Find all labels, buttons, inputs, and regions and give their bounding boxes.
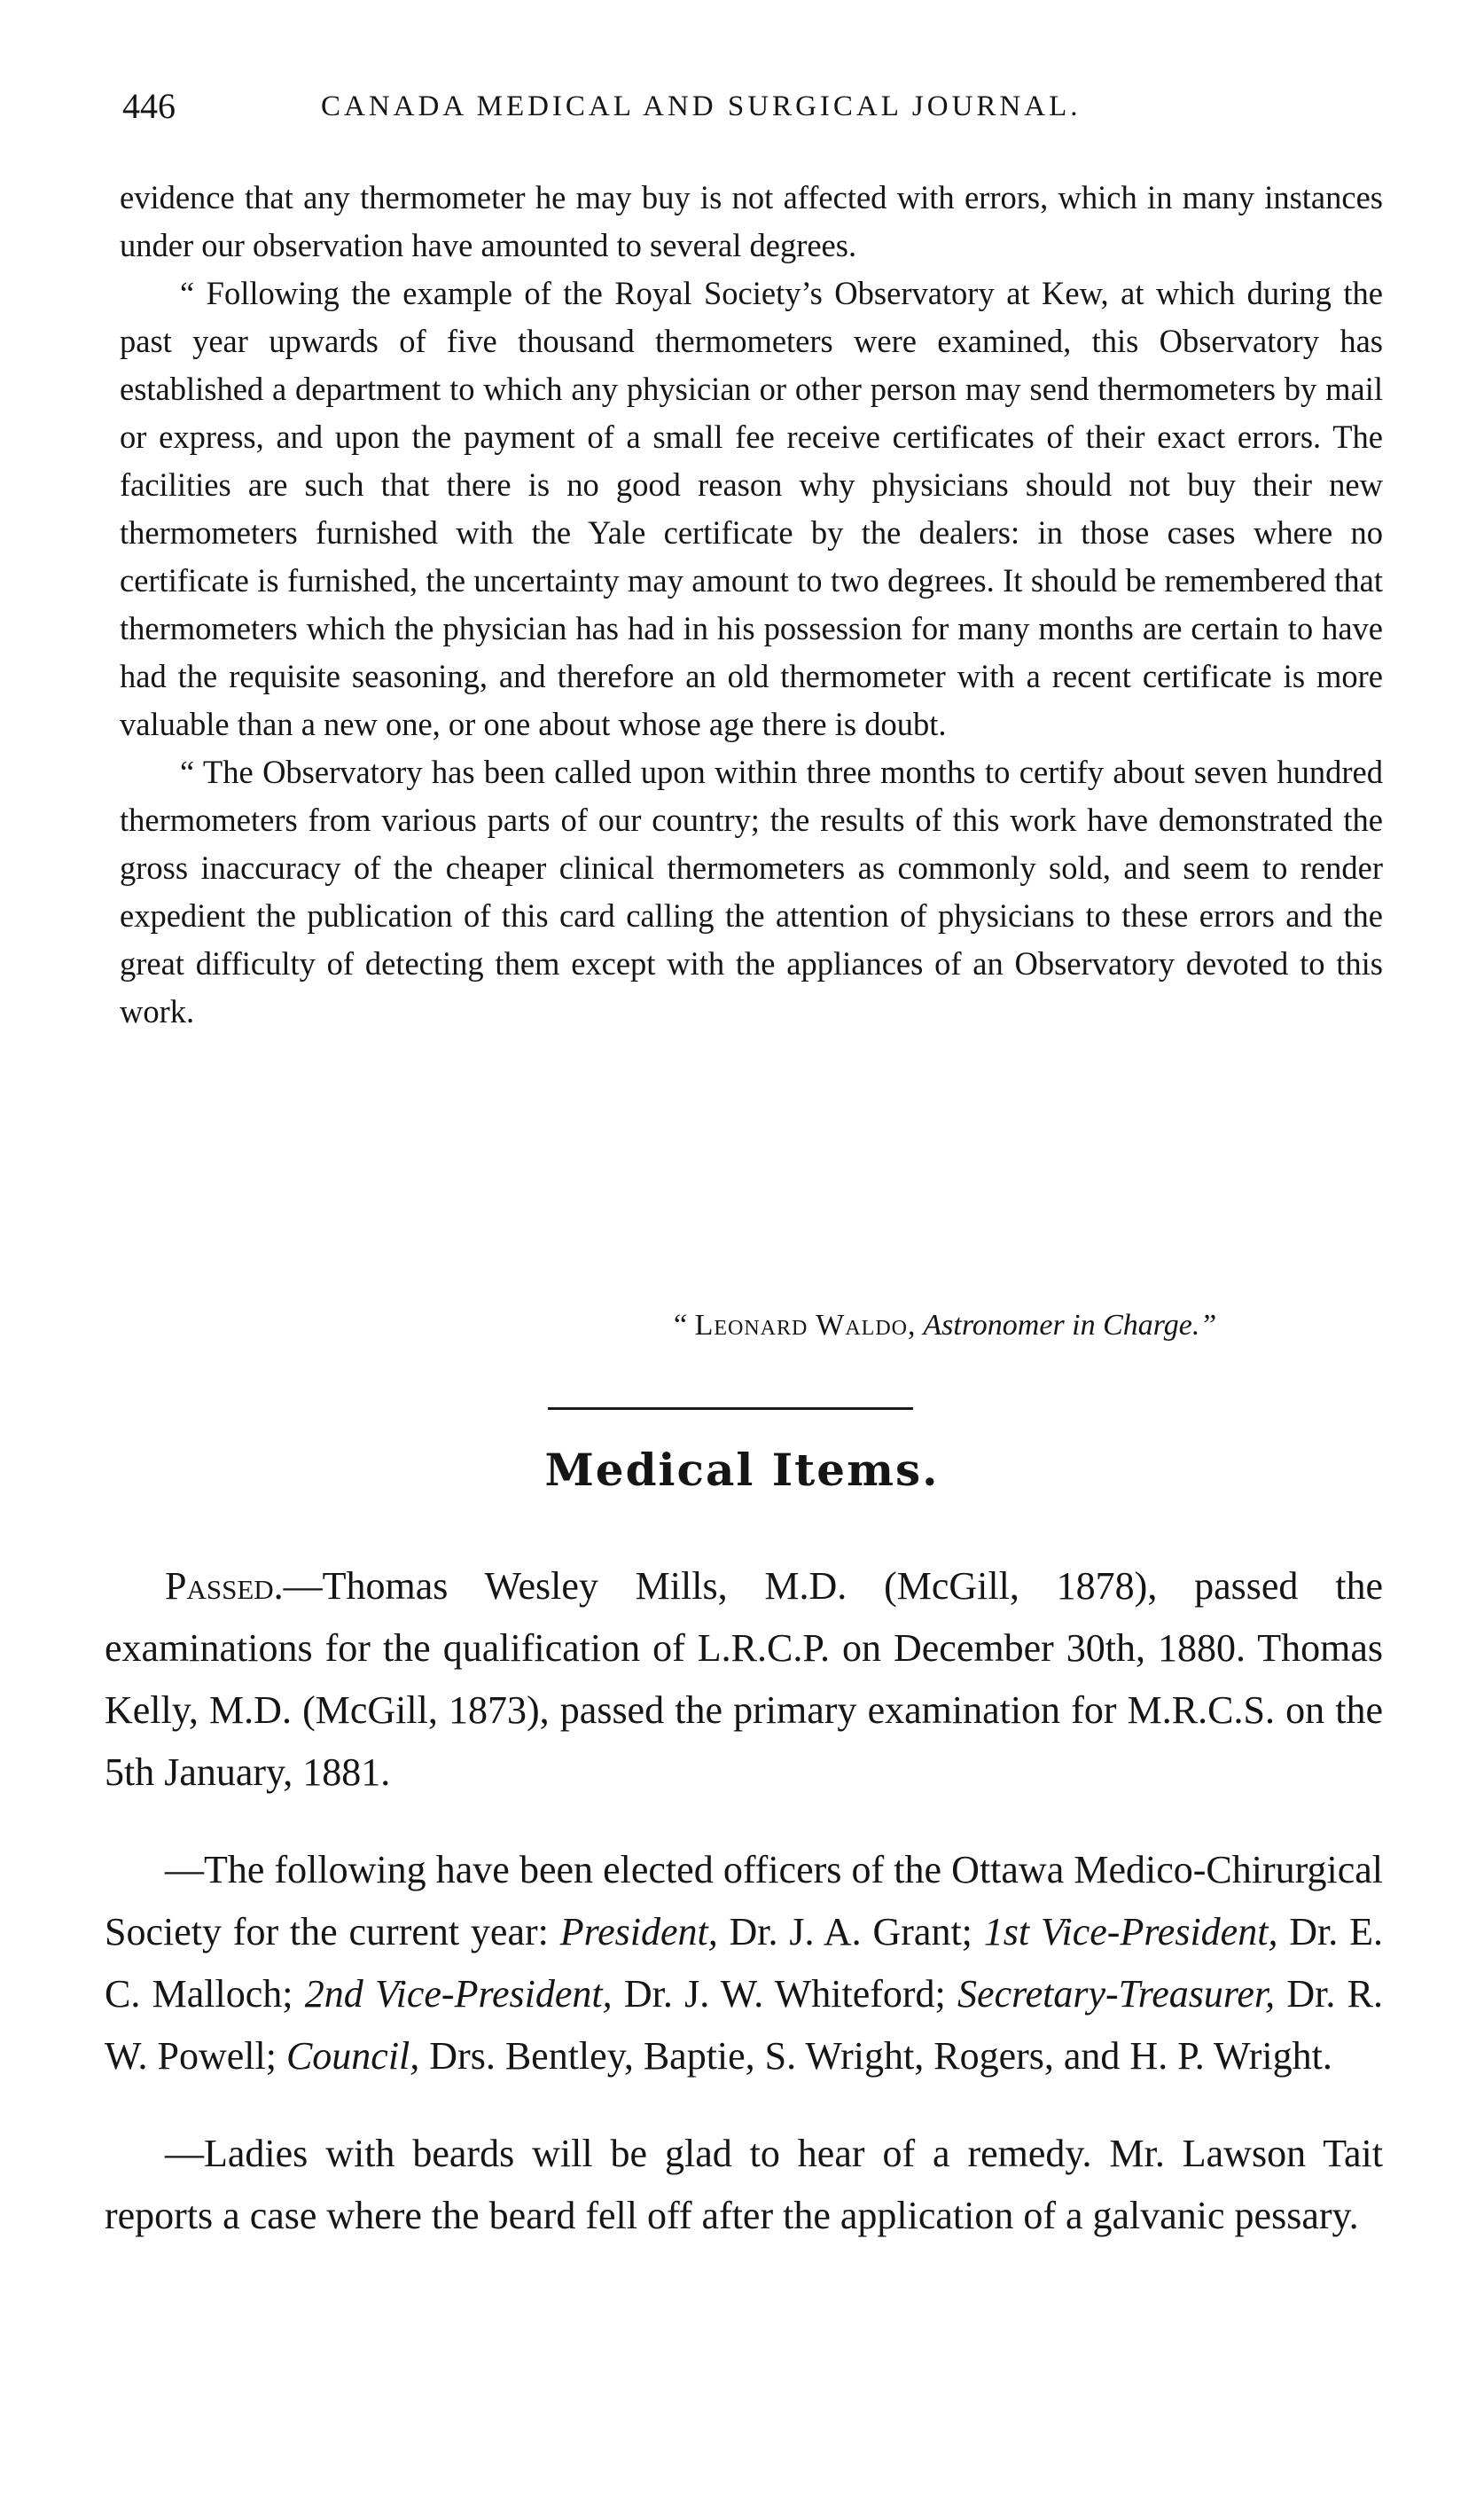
ottawa-council-label: Council, — [285, 2034, 420, 2078]
item-ottawa-officers — [105, 1839, 1383, 2087]
ottawa-text-3: Dr. E. C. Malloch; — [105, 1910, 1383, 2016]
letter-signature — [674, 1303, 1383, 1348]
quoted-letter — [120, 174, 1383, 1036]
section-divider — [548, 1407, 913, 1410]
item-passed — [105, 1555, 1383, 1804]
ottawa-vp1-label: 1st Vice-President, — [983, 1910, 1278, 1953]
ottawa-text-2: Dr. J. A. Grant; — [717, 1910, 984, 1953]
letter-paragraph-3: “ The Observatory has been called upon within three months to certify about seven hundred thermometers from various parts of our country; the results of this work have demonstrated the gross inaccuracy of the cheaper clinical thermometers as commonly sold, and seem to render expedient the publication of this card calling the attention of physicians to these errors and the great difficulty of detecting them except with the appliances of an Observatory devoted to this work. — [120, 754, 1383, 1029]
item-passed-lead: Passed. — [165, 1564, 284, 1608]
signature-name: Leonard Waldo, — [694, 1309, 917, 1342]
signature-quote: “ — [674, 1309, 695, 1342]
page-header — [122, 85, 1381, 138]
item-ladies-beards: —Ladies with beards will be glad to hear of a remedy. Mr. Lawson Tait reports a case where the beard fell off after the application of a galvanic pessary. — [105, 2132, 1383, 2237]
letter-paragraph-1: evidence that any thermometer he may buy is not affected with errors, which in many instances under our observation have amounted to several degrees. — [120, 179, 1383, 263]
signature-role: Astronomer in Charge.” — [916, 1309, 1217, 1342]
ottawa-text-1: —The following have been elected officers of the Ottawa Medico-Chirurgical Society for the current year: — [105, 1848, 1383, 1953]
letter-paragraph-2: “ Following the example of the Royal Society’s Observatory at Kew, at which during the past year upwards of five thousand thermometers were examined, this Observatory has established a department to which any physician or other person may send thermometers by mail or express, and upon the payment of a small fee receive certificates of their exact errors. The facilities are such that there is no good reason why physicians should not buy their new thermometers furnished with the Yale certificate by the dealers: in those cases where no certificate is furnished, the uncertainty may amount to two degrees. It should be remembered that thermometers which the physician has had in his possession for many months are certain to have had the requisite seasoning, and therefore an old thermometer with a recent certificate is more valuable than a new one, or one about whose age there is doubt. — [120, 275, 1383, 742]
ottawa-vp2-label: 2nd Vice-President, — [304, 1972, 613, 2016]
section-title: Medical Items. — [544, 1444, 940, 1496]
page-number: 446 — [122, 86, 176, 126]
ottawa-text-6: Drs. Bentley, Baptie, S. Wright, Rogers, and H. P. Wright. — [419, 2034, 1332, 2078]
ottawa-text-5: Dr. R. W. Powell; — [105, 1972, 1384, 2078]
ottawa-secretary-label: Secretary-Treasurer, — [957, 1972, 1276, 2016]
ottawa-text-4: Dr. J. W. Whiteford; — [612, 1972, 958, 2016]
medical-items — [105, 1555, 1383, 2247]
running-title: CANADA MEDICAL AND SURGICAL JOURNAL. — [321, 90, 1082, 122]
item-passed-body: —Thomas Wesley Mills, M.D. (McGill, 1878), passed the examinations for the qualification of L.R.C.P. on December 30th, 1880. Thomas Kelly, M.D. (McGill, 1873), passed the primary examination for M.R.C.S. on the 5th January, 1881. — [105, 1564, 1383, 1794]
ottawa-president-label: President, — [559, 1910, 718, 1953]
